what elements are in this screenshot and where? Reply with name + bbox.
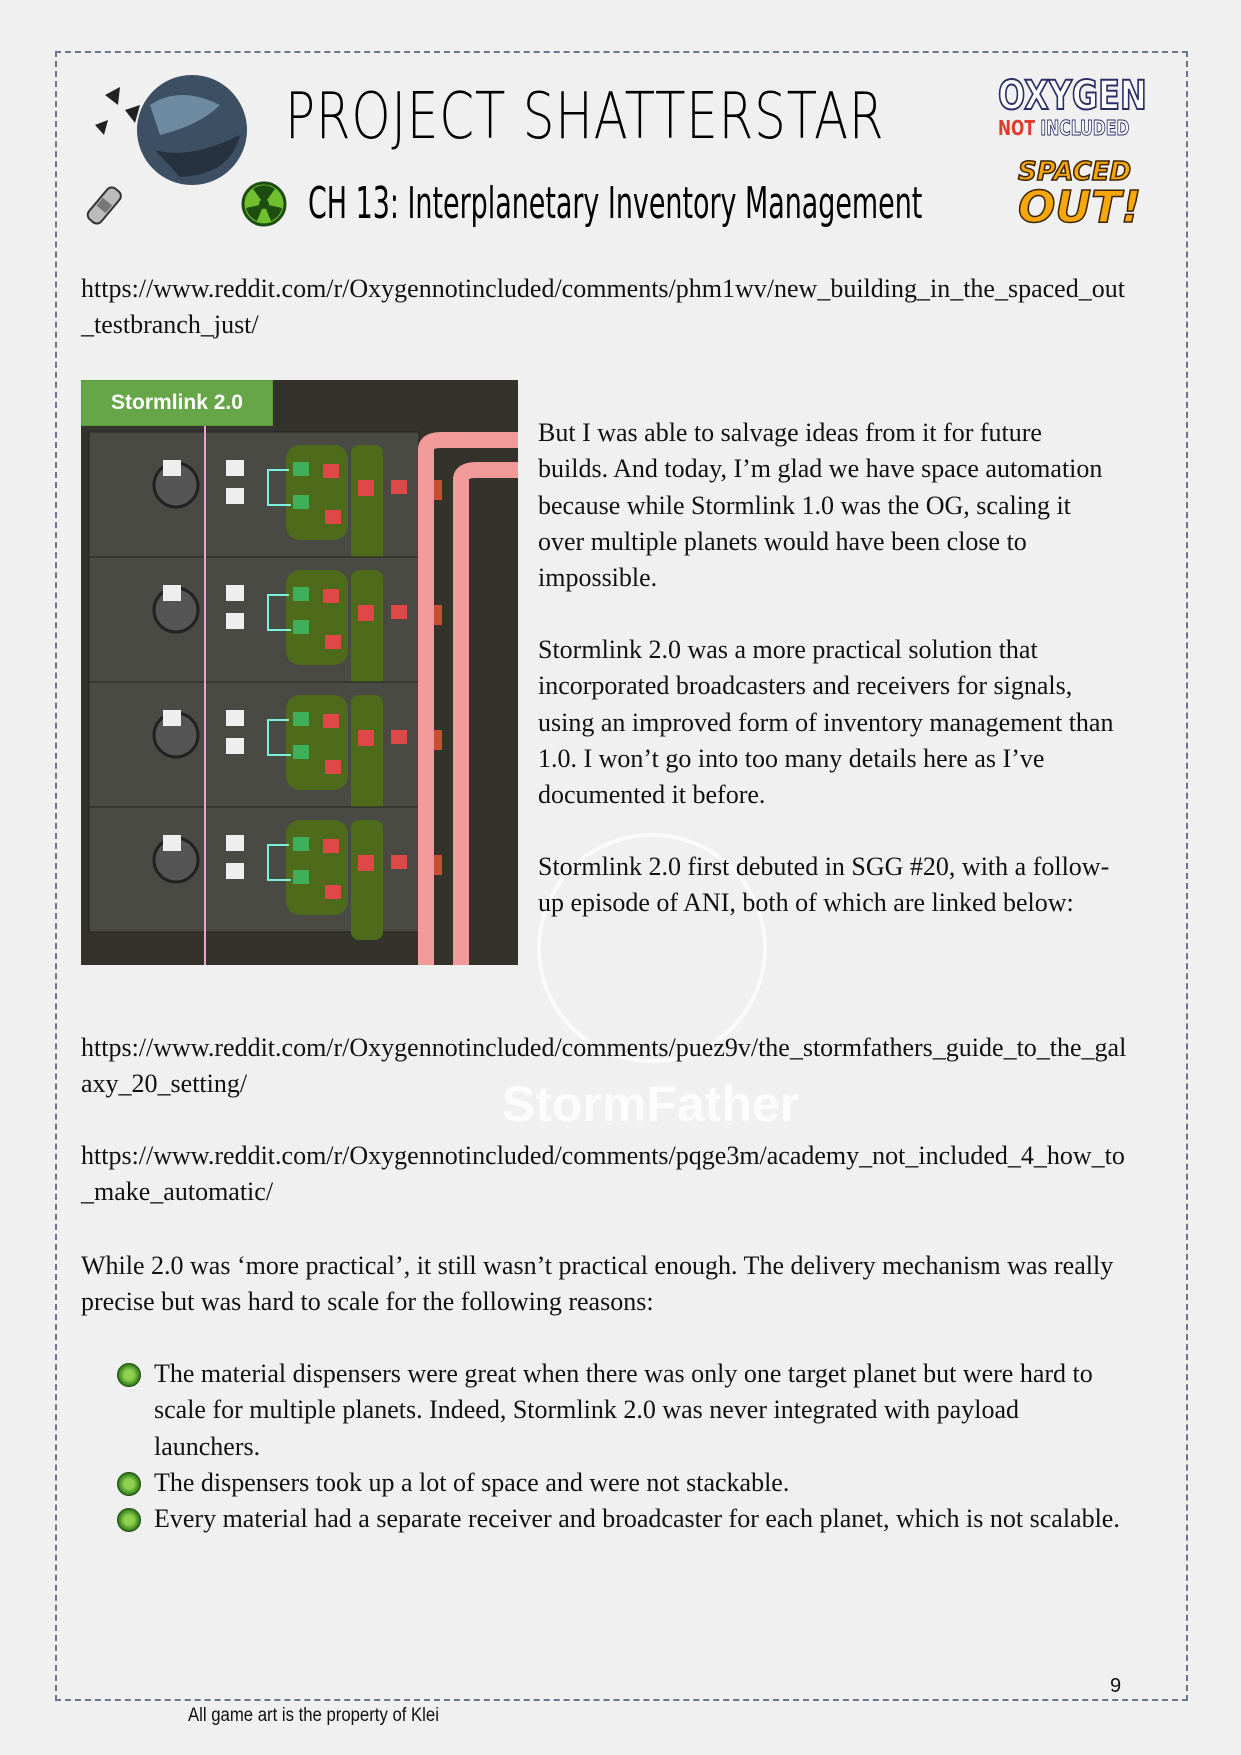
- list-item-text: Every material had a separate receiver and broadcaster for each planet, which is not scalable.: [154, 1504, 1120, 1534]
- reasons-list: [130, 1356, 1130, 1537]
- radiation-icon: [239, 181, 289, 227]
- page-title: PROJECT SHATTERSTAR: [285, 80, 885, 154]
- paragraph-right-2: Stormlink 2.0 was a more practical solution that incorporated broadcasters and receivers for signals, using an improved form of inventory management than 1.0. I won’t go into too many details here as I’ve documented it before.: [538, 635, 1114, 810]
- footer-note: All game art is the property of Klei: [188, 1705, 439, 1726]
- radiation-bullet-icon: [117, 1508, 141, 1532]
- stormlink-screenshot: [81, 380, 518, 965]
- planet-logo: [90, 65, 250, 195]
- chapter-subtitle: CH 13: Interplanetary Inventory Management: [308, 178, 923, 229]
- paragraph-right-1: But I was able to salvage ideas from it for future builds. And today, I’m glad we have space automation because while Stormlink 1.0 was the OG, scaling it over multiple planets would have been close to impossible.: [538, 418, 1103, 593]
- list-item: [130, 1356, 1130, 1465]
- radiation-bullet-icon: [117, 1363, 141, 1387]
- stormlink-build-image: [81, 380, 518, 965]
- list-item-text: The dispensers took up a lot of space and were not stackable.: [154, 1467, 790, 1497]
- paragraph-reasons: While 2.0 was ‘more practical’, it still wasn’t practical enough. The delivery mechanism was really precise but was hard to scale for the following reasons:: [81, 1251, 1114, 1317]
- list-item: [130, 1465, 1130, 1501]
- figure-caption: Stormlink 2.0: [81, 380, 273, 426]
- paragraph-right-3: Stormlink 2.0 first debuted in SGG #20, with a follow-up episode of ANI, both of which are linked below:: [538, 852, 1110, 918]
- list-item-text: The material dispensers were great when there was only one target planet but were hard to scale for multiple planets. Indeed, Stormlink 2.0 was never integrated with payload launchers.: [154, 1359, 1093, 1461]
- page-number: 9: [1110, 1675, 1122, 1697]
- reddit-link-1[interactable]: https://www.reddit.com/r/Oxygennotincluded/comments/phm1wv/new_building_in_the_spaced_out_testbranch_just/: [81, 274, 1125, 340]
- spaced-out-logo: SPACED OUT!: [1018, 157, 1142, 233]
- oni-logo: OXYGEN NOT INCLUDED: [998, 73, 1147, 140]
- watermark-text: StormFather: [502, 1076, 800, 1132]
- rocket-icon: [78, 180, 128, 235]
- reddit-link-2[interactable]: https://www.reddit.com/r/Oxygennotincluded/comments/puez9v/the_stormfathers_guide_to_the_galaxy_20_setting/: [81, 1033, 1127, 1099]
- list-item: [130, 1501, 1130, 1537]
- reddit-link-3[interactable]: https://www.reddit.com/r/Oxygennotincluded/comments/pqge3m/academy_not_included_4_how_to_make_automatic/: [81, 1141, 1125, 1207]
- radiation-bullet-icon: [117, 1472, 141, 1496]
